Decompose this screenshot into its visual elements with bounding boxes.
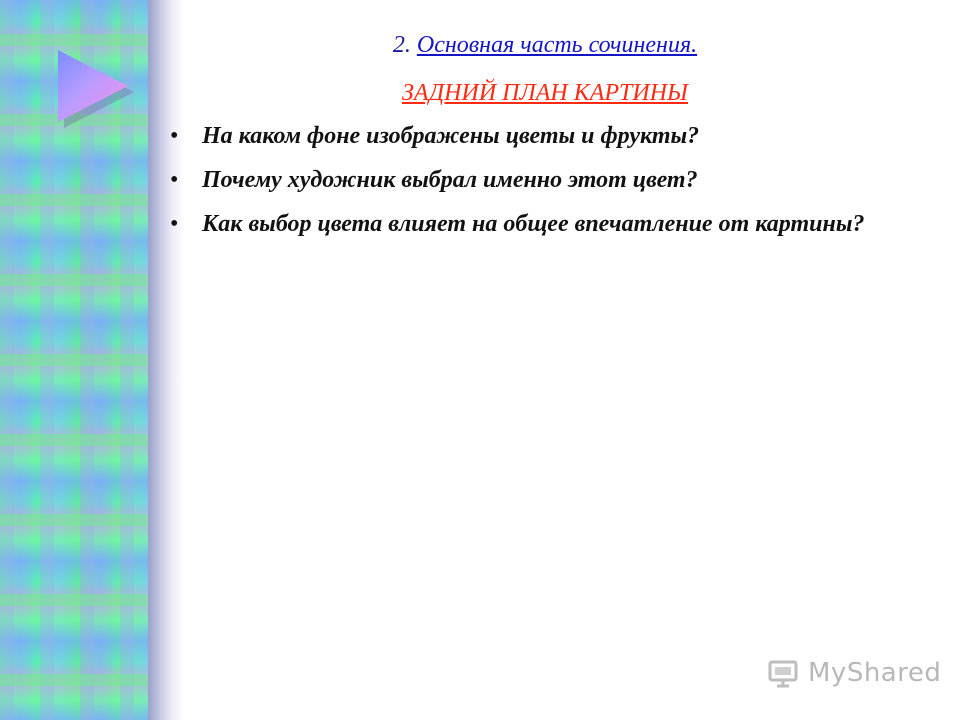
slide-heading <box>190 30 900 60</box>
presentation-board-icon <box>768 658 798 688</box>
decorative-side-band <box>0 0 148 720</box>
list-item-text: На каком фоне изображены цветы и фрукты? <box>202 123 700 149</box>
list-item <box>160 120 920 152</box>
heading-number: 2. <box>392 32 411 58</box>
watermark-text: MyShared <box>808 658 942 688</box>
bullet-icon: • <box>170 167 179 193</box>
cylinder-edge <box>148 0 184 720</box>
list-item <box>160 164 920 196</box>
list-item <box>160 208 920 240</box>
bullet-icon: • <box>170 211 179 237</box>
list-item-text: Почему художник выбрал именно этот цвет? <box>202 167 698 193</box>
heading-link[interactable]: Основная часть сочинения. <box>416 32 698 58</box>
slide-subheading: ЗАДНИЙ ПЛАН КАРТИНЫ <box>402 80 688 106</box>
list-item-text: Как выбор цвета влияет на общее впечатление от картины? <box>202 211 865 237</box>
bullet-icon: • <box>170 123 179 149</box>
question-list <box>160 120 920 252</box>
myshared-watermark <box>768 654 942 694</box>
